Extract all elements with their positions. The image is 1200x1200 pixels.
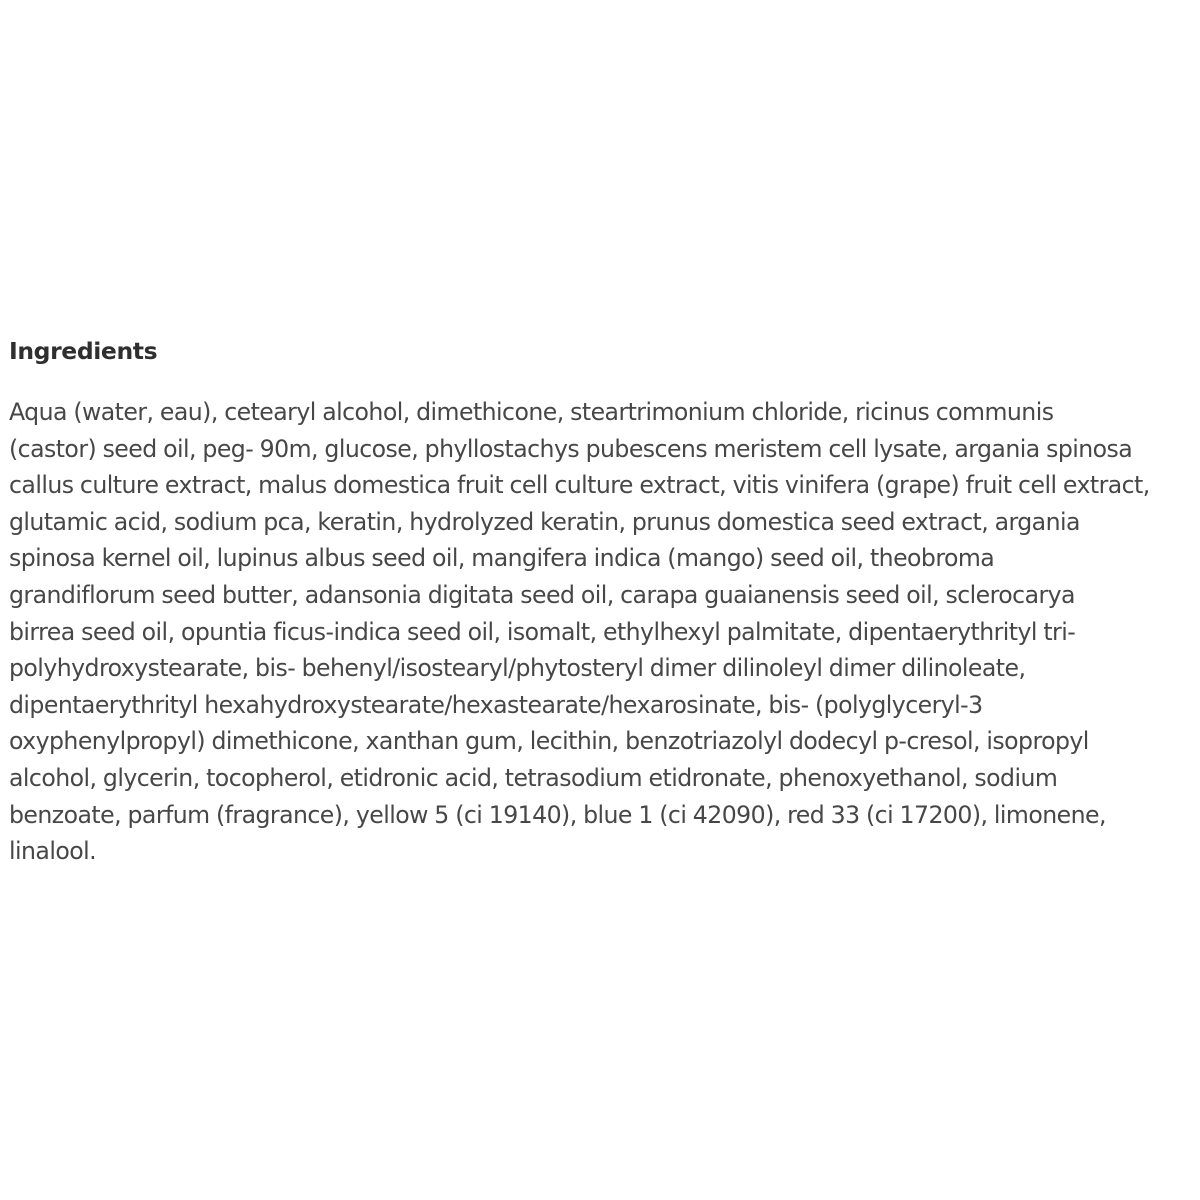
ingredients-line: linalool.	[9, 837, 97, 866]
ingredients-line: callus culture extract, malus domestica fruit cell culture extract, vitis vinifera (grape) fruit cell extract,	[9, 471, 1150, 500]
ingredients-line: dipentaerythrityl hexahydroxystearate/hexastearate/hexarosinate, bis- (polyglyceryl-3	[9, 690, 983, 719]
ingredients-line: birrea seed oil, opuntia ficus-indica seed oil, isomalt, ethylhexyl palmitate, dipentaerythrityl tri-	[9, 617, 1076, 646]
ingredients-line: alcohol, glycerin, tocopherol, etidronic acid, tetrasodium etidronate, phenoxyethanol, sodium	[9, 763, 1058, 792]
ingredients-heading: Ingredients	[9, 337, 158, 365]
ingredients-section	[9, 334, 1197, 870]
ingredients-line: oxyphenylpropyl) dimethicone, xanthan gum, lecithin, benzotriazolyl dodecyl p-cresol, isopropyl	[9, 727, 1089, 756]
ingredients-line: benzoate, parfum (fragrance), yellow 5 (ci 19140), blue 1 (ci 42090), red 33 (ci 17200), limonene,	[9, 800, 1106, 829]
ingredients-line: Aqua (water, eau), cetearyl alcohol, dimethicone, steartrimonium chloride, ricinus communis	[9, 398, 1054, 426]
ingredients-line: polyhydroxystearate, bis- behenyl/isostearyl/phytosteryl dimer dilinoleyl dimer dilinoleate,	[9, 654, 1026, 683]
ingredients-line: (castor) seed oil, peg- 90m, glucose, phyllostachys pubescens meristem cell lysate, argania spinosa	[9, 434, 1133, 463]
ingredients-line: glutamic acid, sodium pca, keratin, hydrolyzed keratin, prunus domestica seed extract, argania	[9, 507, 1080, 536]
ingredients-line: spinosa kernel oil, lupinus albus seed oil, mangifera indica (mango) seed oil, theobroma	[9, 544, 995, 573]
ingredients-line: grandiflorum seed butter, adansonia digitata seed oil, carapa guaianensis seed oil, sclerocarya	[9, 580, 1075, 609]
ingredients-list	[9, 394, 1197, 870]
